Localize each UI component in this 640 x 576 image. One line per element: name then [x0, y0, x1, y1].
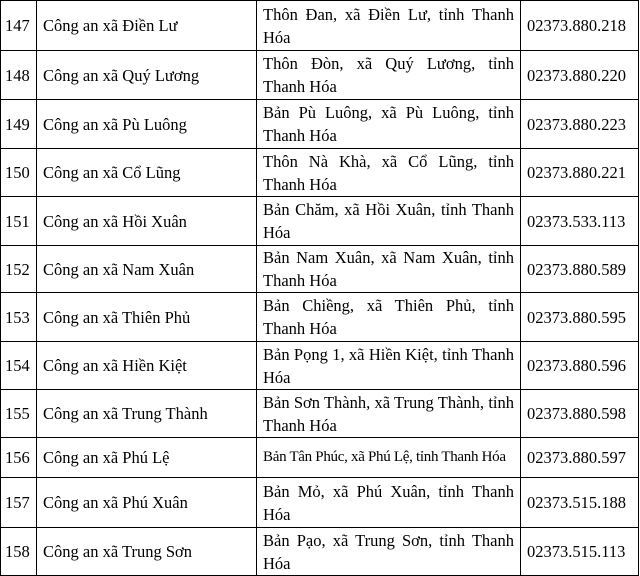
station-address: Bản Sơn Thành, xã Trung Thành, tỉnh Thanh Hóa	[257, 390, 521, 438]
row-number: 148	[1, 51, 37, 100]
row-number: 151	[1, 197, 37, 246]
row-number: 156	[1, 438, 37, 478]
station-address: Bản Nam Xuân, xã Nam Xuân, tỉnh Thanh Hóa	[257, 246, 521, 293]
station-address: Bản Mỏ, xã Phú Xuân, tỉnh Thanh Hóa	[257, 478, 521, 528]
station-address: Bản Chiềng, xã Thiên Phủ, tỉnh Thanh Hóa	[257, 293, 521, 342]
table-row	[1, 528, 639, 576]
station-address: Thôn Đan, xã Điền Lư, tỉnh Thanh Hóa	[257, 1, 521, 51]
station-phone: 02373.515.188	[521, 478, 639, 528]
station-name: Công an xã Điền Lư	[37, 1, 257, 51]
station-address: Bản Pọng 1, xã Hiền Kiệt, tỉnh Thanh Hóa	[257, 342, 521, 390]
station-address: Bản Pù Luông, xã Pù Luông, tỉnh Thanh Hóa	[257, 100, 521, 149]
station-name: Công an xã Trung Thành	[37, 390, 257, 438]
row-number: 147	[1, 1, 37, 51]
station-name: Công an xã Phú Lệ	[37, 438, 257, 478]
table-row	[1, 342, 639, 390]
station-phone: 02373.880.223	[521, 100, 639, 149]
station-name: Công an xã Hồi Xuân	[37, 197, 257, 246]
station-address: Bản Chăm, xã Hồi Xuân, tỉnh Thanh Hóa	[257, 197, 521, 246]
station-name: Công an xã Hiền Kiệt	[37, 342, 257, 390]
station-address: Bản Pạo, xã Trung Sơn, tỉnh Thanh Hóa	[257, 528, 521, 576]
station-address: Thôn Đòn, xã Quý Lương, tỉnh Thanh Hóa	[257, 51, 521, 100]
row-number: 153	[1, 293, 37, 342]
station-phone: 02373.880.220	[521, 51, 639, 100]
station-address: Thôn Nà Khà, xã Cổ Lũng, tỉnh Thanh Hóa	[257, 149, 521, 197]
row-number: 157	[1, 478, 37, 528]
station-phone: 02373.880.598	[521, 390, 639, 438]
table-row	[1, 149, 639, 197]
station-phone: 02373.880.595	[521, 293, 639, 342]
station-phone: 02373.880.221	[521, 149, 639, 197]
table-row	[1, 100, 639, 149]
table-row	[1, 390, 639, 438]
row-number: 149	[1, 100, 37, 149]
station-name: Công an xã Thiên Phủ	[37, 293, 257, 342]
station-name: Công an xã Pù Luông	[37, 100, 257, 149]
row-number: 158	[1, 528, 37, 576]
table-row	[1, 197, 639, 246]
station-phone: 02373.880.596	[521, 342, 639, 390]
row-number: 152	[1, 246, 37, 293]
table-row	[1, 51, 639, 100]
table-row	[1, 478, 639, 528]
table-row	[1, 293, 639, 342]
station-address: Bản Tân Phúc, xã Phú Lệ, tỉnh Thanh Hóa	[257, 438, 521, 478]
station-phone: 02373.533.113	[521, 197, 639, 246]
station-name: Công an xã Quý Lương	[37, 51, 257, 100]
station-phone: 02373.880.218	[521, 1, 639, 51]
table-row	[1, 438, 639, 478]
row-number: 154	[1, 342, 37, 390]
station-phone: 02373.880.589	[521, 246, 639, 293]
station-name: Công an xã Nam Xuân	[37, 246, 257, 293]
station-phone: 02373.880.597	[521, 438, 639, 478]
row-number: 155	[1, 390, 37, 438]
table-row	[1, 1, 639, 51]
table-row	[1, 246, 639, 293]
station-name: Công an xã Phú Xuân	[37, 478, 257, 528]
row-number: 150	[1, 149, 37, 197]
station-name: Công an xã Trung Sơn	[37, 528, 257, 576]
station-phone: 02373.515.113	[521, 528, 639, 576]
station-name: Công an xã Cổ Lũng	[37, 149, 257, 197]
